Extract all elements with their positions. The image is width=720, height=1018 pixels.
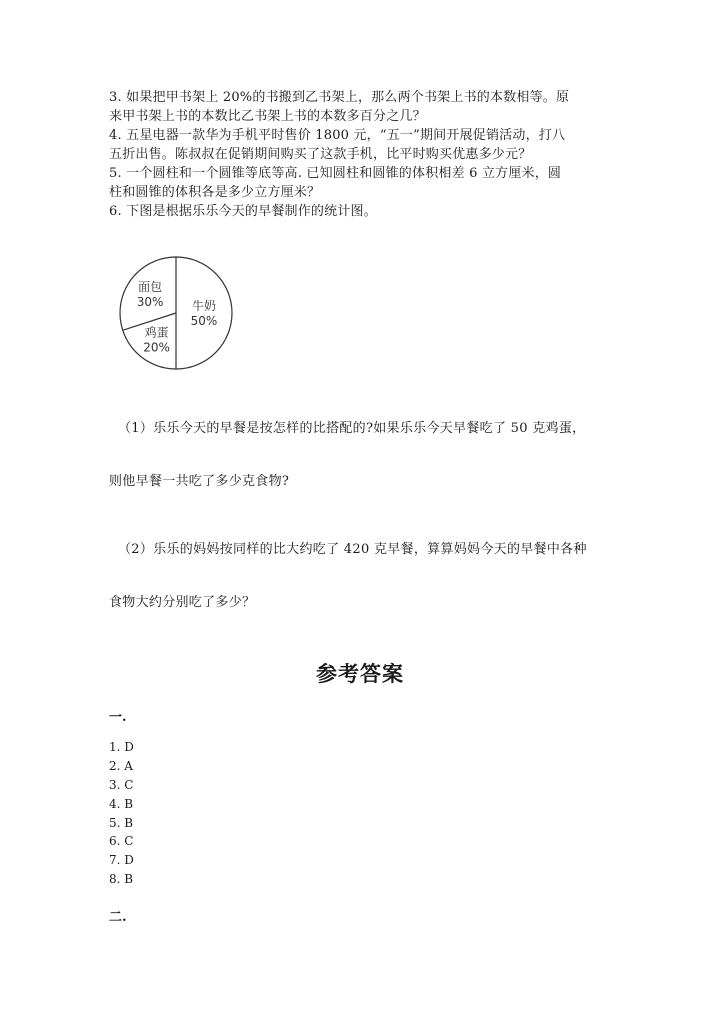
answer-item: 1. D xyxy=(109,740,134,754)
pie-slice-name-label: 牛奶 xyxy=(191,299,217,313)
answer-item: 3. C xyxy=(109,778,134,792)
answer-key-title: 参考答案 xyxy=(316,661,404,686)
answer-item: 7. D xyxy=(109,853,134,867)
question-4-line-2: 五折出售。陈叔叔在促销期间购买了这款手机，比平时购买优惠多少元？ xyxy=(109,147,532,162)
pie-chart-svg xyxy=(112,252,242,377)
pie-slice-percent-label: 30% xyxy=(136,295,164,310)
answer-item: 8. B xyxy=(109,872,134,886)
pie-slice-percent-label: 20% xyxy=(143,340,170,355)
breakfast-pie-chart xyxy=(112,252,242,377)
answer-item: 6. C xyxy=(109,834,134,848)
subquestion-1-line-1: （1）乐乐今天的早餐是按怎样的比搭配的?如果乐乐今天早餐吃了 50 克鸡蛋， xyxy=(118,421,586,436)
answer-section-1-heading: 一. xyxy=(109,710,127,725)
question-5-line-1: 5. 一个圆柱和一个圆锥等底等高. 已知圆柱和圆锥的体积相差 6 立方厘米，圆 xyxy=(109,166,562,181)
pie-slice-name-label: 鸡蛋 xyxy=(144,325,169,340)
subquestion-2-line-2: 食物大约分别吃了多少？ xyxy=(109,595,256,610)
pie-slice-percent-label: 50% xyxy=(190,314,218,328)
pie-slice-name-label: 面包 xyxy=(138,280,163,295)
subquestion-1-line-2: 则他早餐一共吃了多少克食物? xyxy=(109,474,290,489)
answer-item: 4. B xyxy=(109,797,134,811)
answer-section-2-heading: 二. xyxy=(109,910,127,925)
answer-item: 5. B xyxy=(109,816,134,830)
question-3-line-1: 3. 如果把甲书架上 20%的书搬到乙书架上，那么两个书架上书的本数相等。原 xyxy=(109,90,570,105)
question-4-line-1: 4. 五星电器一款华为手机平时售价 1800 元，“五一”期间开展促销活动，打八 xyxy=(109,128,566,143)
question-6-line-1: 6. 下图是根据乐乐今天的早餐制作的统计图。 xyxy=(109,204,377,219)
subquestion-2-line-1: （2）乐乐的妈妈按同样的比大约吃了 420 克早餐，算算妈妈今天的早餐中各种 xyxy=(118,542,587,557)
answer-item: 2. A xyxy=(109,759,133,773)
question-3-line-2: 来甲书架上书的本数比乙书架上书的本数多百分之几？ xyxy=(109,109,426,124)
question-5-line-2: 柱和圆锥的体积各是多少立方厘米？ xyxy=(109,185,321,200)
